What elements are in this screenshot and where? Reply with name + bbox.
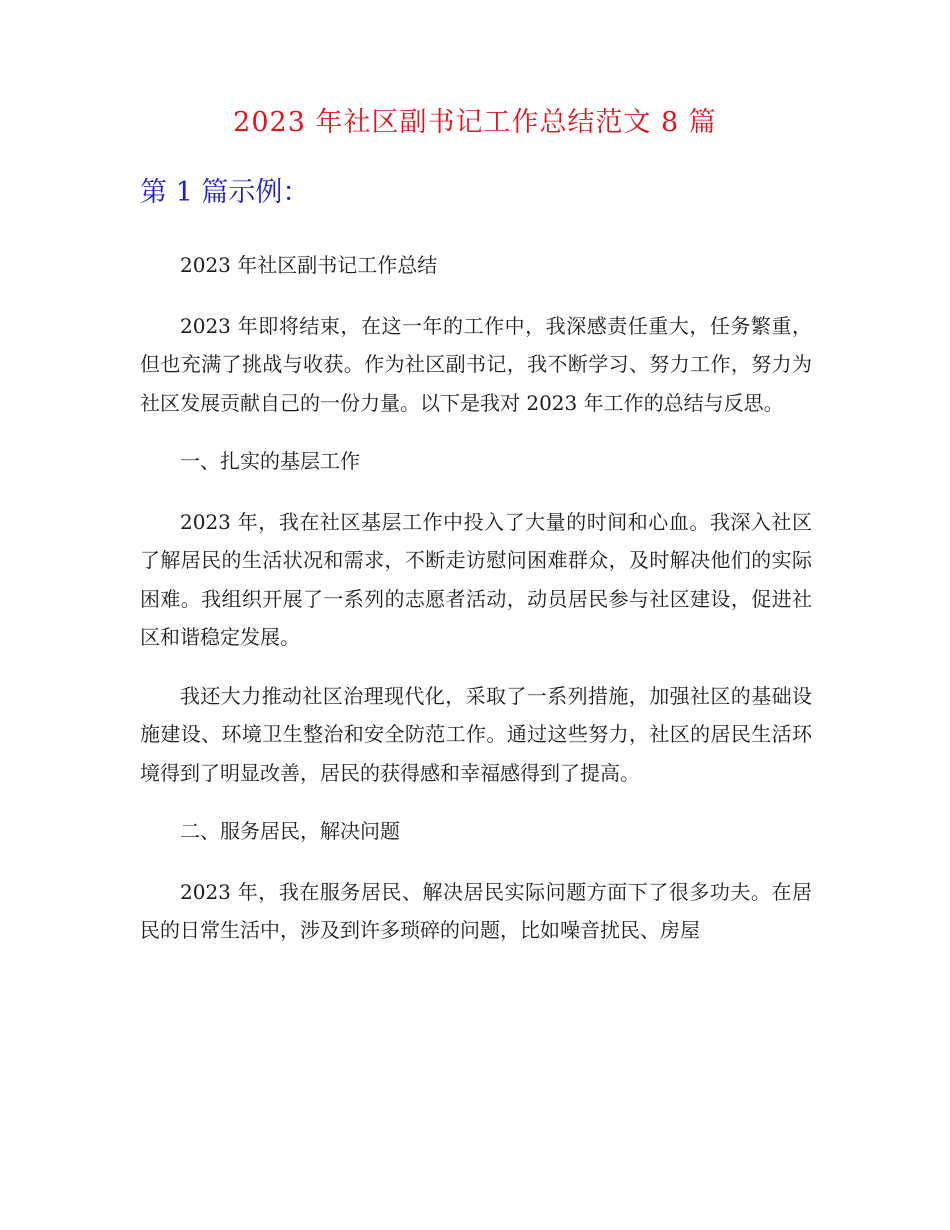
paragraph-governance: 我还大力推动社区治理现代化，采取了一系列措施，加强社区的基础设施建设、环境卫生整治和安全防范工作。通过这些努力，社区的居民生活环境得到了明显改善，居民的获得感和幸福感得到了提高。	[140, 683, 812, 785]
paragraph-serve-residents: 2023 年，我在服务居民、解决居民实际问题方面下了很多功夫。在居民的日常生活中，涉及到许多琐碎的问题，比如噪音扰民、房屋	[140, 879, 812, 942]
article-title: 2023 年社区副书记工作总结	[180, 253, 438, 277]
subheading-grassroots-work: 一、扎实的基层工作	[180, 449, 360, 473]
document-title: 2023 年社区副书记工作总结范文 8 篇	[233, 107, 717, 138]
subheading-serve-residents: 二、服务居民，解决问题	[180, 819, 400, 843]
paragraph-grassroots-work: 2023 年，我在社区基层工作中投入了大量的时间和心血。我深入社区了解居民的生活状况和需求，不断走访慰问困难群众，及时解决他们的实际困难。我组织开展了一系列的志愿者活动，动员居民参与社区建设，促进社区和谐稳定发展。	[140, 509, 812, 649]
paragraph-intro: 2023 年即将结束，在这一年的工作中，我深感责任重大，任务繁重，但也充满了挑战与收获。作为社区副书记，我不断学习、努力工作，努力为社区发展贡献自己的一份力量。以下是我对 2023 年工作的总结与反思。	[140, 313, 812, 415]
document-body	[140, 246, 812, 970]
section-heading: 第 1 篇示例：	[140, 177, 310, 208]
